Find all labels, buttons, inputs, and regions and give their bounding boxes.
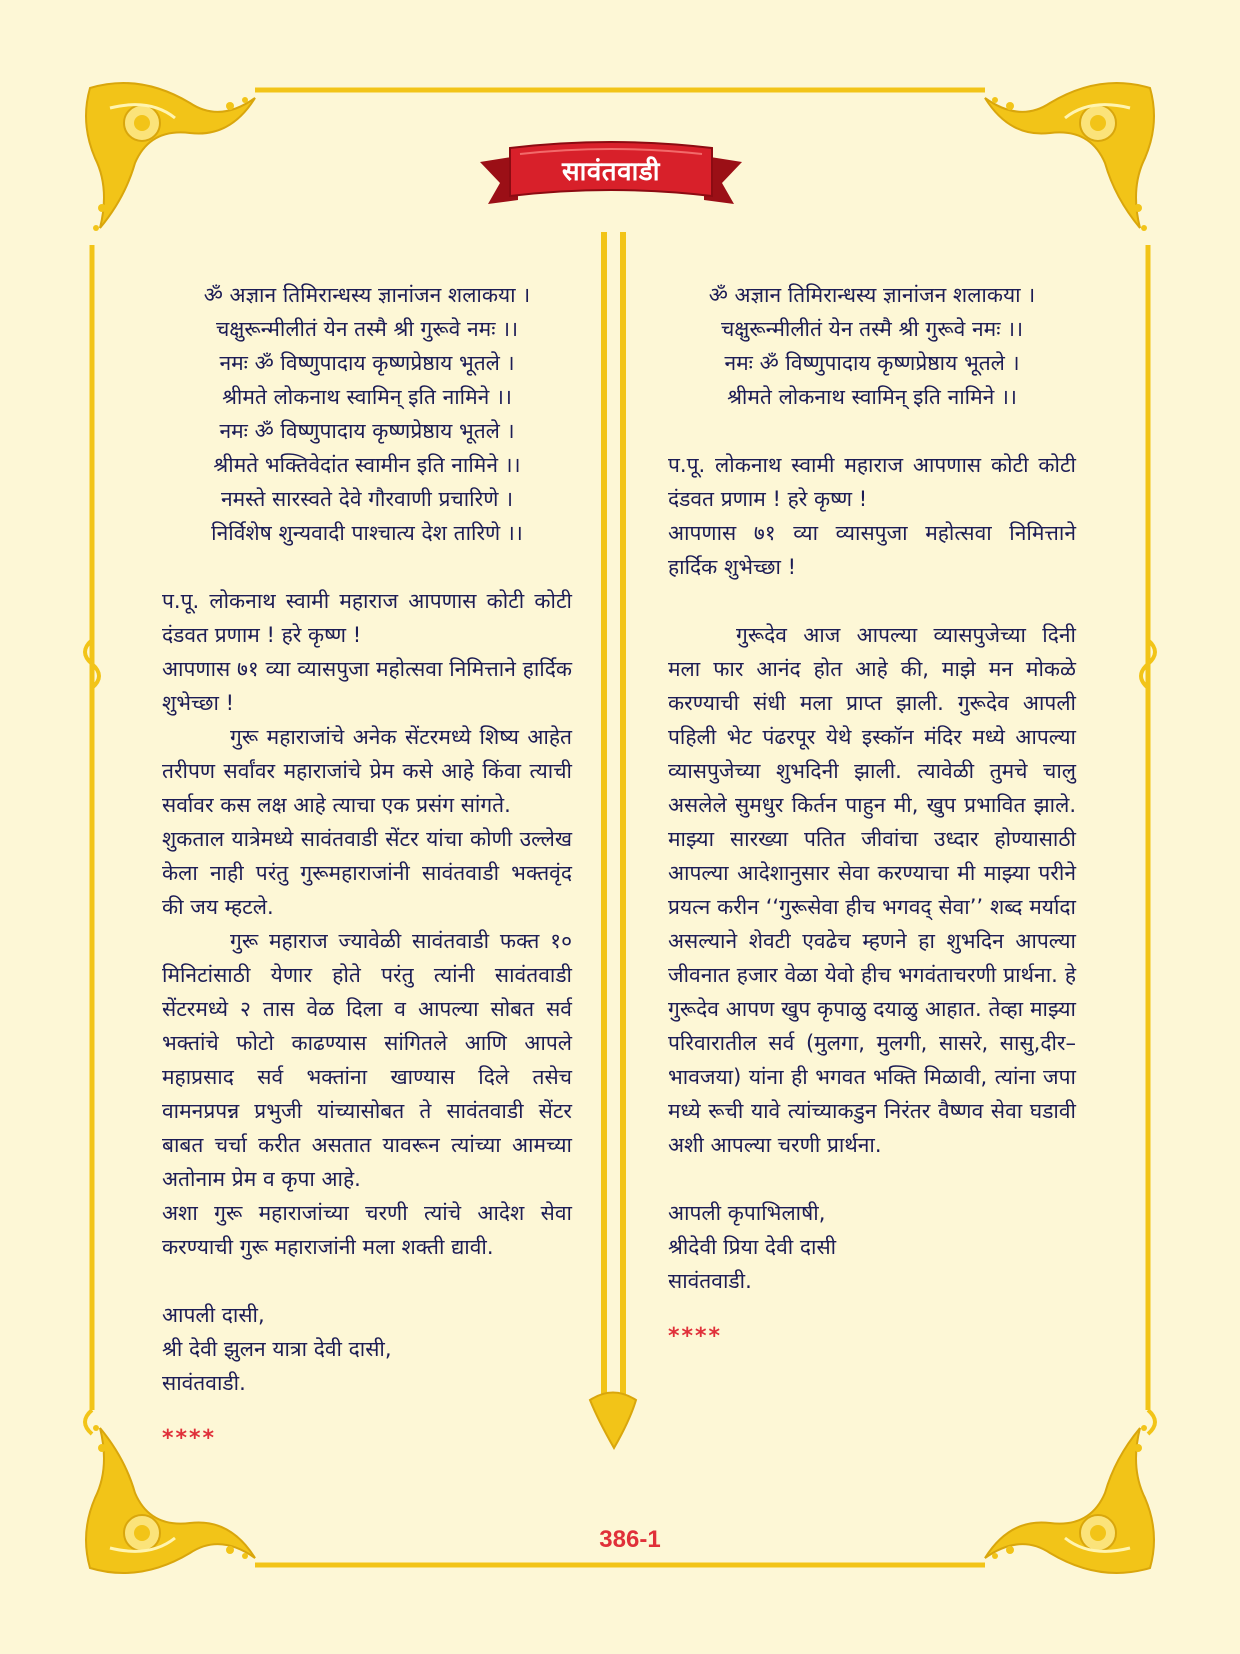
verse-line: ॐ अज्ञान तिमिरान्धस्य ज्ञानांजन शलाकया ।	[203, 283, 531, 307]
verse-line: श्रीमते भक्तिवेदांत स्वामीन इति नामिने ।।	[213, 453, 521, 477]
wish-text: आपणास ७१ व्या व्यासपुजा महोत्सवा निमित्ताने हार्दिक शुभेच्छा !	[162, 657, 572, 715]
right-verse	[668, 278, 1076, 414]
signature-line: आपली कृपाभिलाषी,	[668, 1201, 826, 1225]
verse-line: चक्षुरून्मीलीतं येन तस्मै श्री गुरूवे नमः ।।	[720, 317, 1024, 341]
body-paragraph: शुकताल यात्रेमध्ये सावंतवाडी सेंटर यांचा कोणी उल्लेख केला नाही परंतु गुरूमहाराजांनी सावंतवाडी भक्तवृंद की जय म्हटले.	[162, 827, 572, 919]
verse-line: नमः ॐ विष्णुपादाय कृष्णप्रेष्ठाय भूतले ।	[724, 351, 1020, 375]
body-paragraph: गुरू महाराजांचे अनेक सेंटरमध्ये शिष्य आहेत तरीपण सर्वांवर महाराजांचे प्रेम कसे आहे किंवा त्याची सर्वावर कस लक्ष आहे त्याचा एक प्रसंग सांगते.	[162, 725, 572, 817]
signature-line: सावंतवाडी.	[162, 1371, 246, 1395]
verse-line: श्रीमते लोकनाथ स्वामिन् इति नामिने ।।	[222, 385, 512, 409]
verse-line: नमः ॐ विष्णुपादाय कृष्णप्रेष्ठाय भूतले ।	[219, 351, 515, 375]
body-paragraph: गुरू महाराज ज्यावेळी सावंतवाडी फक्त १० मिनिटांसाठी येणार होते परंतु त्यांनी सावंतवाडी सेंटरमध्ये २ तास वेळ दिला व आपल्या सोबत सर्व भक्तांचे फोटो काढण्यास सांगितले आणि आपले महाप्रसाद सर्व भक्तांना खाण्यास दिले तसेच वामनप्रपन्न प्रभुजी यांच्यासोबत ते सावंतवाडी सेंटर बाबत चर्चा करीत असतात यावरून त्यांच्या आमच्या अतोनाम प्रेम व कृपा आहे.	[162, 929, 572, 1191]
page-title: सावंतवाडी	[562, 157, 660, 187]
stars-decoration: ****	[668, 1324, 723, 1349]
stars-decoration: ****	[162, 1426, 217, 1451]
signature-line: सावंतवाडी.	[668, 1269, 752, 1293]
verse-line: चक्षुरून्मीलीतं येन तस्मै श्री गुरूवे नमः ।।	[215, 317, 519, 341]
greeting-text: प.पू. लोकनाथ स्वामी महाराज आपणास कोटी कोटी दंडवत प्रणाम ! हरे कृष्ण !	[162, 589, 572, 647]
left-column	[162, 278, 572, 1456]
verse-line: निर्विशेष शुन्यवादी पाश्चात्य देश तारिणे ।।	[211, 521, 523, 545]
signature-line: आपली दासी,	[162, 1303, 265, 1327]
verse-line: श्रीमते लोकनाथ स्वामिन् इति नामिने ।।	[727, 385, 1017, 409]
wish-text: आपणास ७१ व्या व्यासपुजा महोत्सवा निमित्ताने हार्दिक शुभेच्छा !	[668, 521, 1076, 579]
body-paragraph: गुरूदेव आज आपल्या व्यासपुजेच्या दिनी मला फार आनंद होत आहे की, माझे मन मोकळे करण्याची संधी मला प्राप्त झाली. गुरूदेव आपली पहिली भेट पंढरपूर येथे इस्कॉन मंदिर मध्ये आपल्या व्यासपुजेच्या शुभदिनी झाली. त्यावेळी तुमचे चालु असलेले सुमधुर किर्तन पाहुन मी, खुप प्रभावित झाले. माझ्या सारख्या पतित जीवांचा उध्दार होण्यासाठी आपल्या आदेशानुसार सेवा करण्याचा मी माझ्या परीने प्रयत्न करीन ‘‘गुरूसेवा हीच भगवद् सेवा’’ शब्द मर्यादा असल्याने शेवटी एवढेच म्हणने हा शुभदिन आपल्या जीवनात हजार वेळा येवो हीच भगवंताचरणी प्रार्थना. हे गुरूदेव आपण खुप कृपाळु दयाळु आहात. तेव्हा माझ्या परिवारातील सर्व (मुलगा, मुलगी, सासरे, सासु,दीर–भावजया) यांना ही भगवत भक्ति मिळावी, त्यांना जपा मध्ये रूची यावे त्यांच्याकडुन निरंतर वैष्णव सेवा घडावी अशी आपल्या चरणी प्रार्थना.	[668, 623, 1076, 1157]
body-paragraph: अशा गुरू महाराजांच्या चरणी त्यांचे आदेश सेवा करण्याची गुरू महाराजांनी मला शक्ती द्यावी.	[162, 1201, 572, 1259]
signature-line: श्रीदेवी प्रिया देवी दासी	[668, 1235, 837, 1259]
verse-line: नमस्ते सारस्वते देवे गौरवाणी प्रचारिणे ।	[220, 487, 514, 511]
divider-tip-icon	[590, 1393, 636, 1449]
right-column	[668, 278, 1076, 1354]
page-number: 386-1	[599, 1526, 661, 1553]
verse-line: नमः ॐ विष्णुपादाय कृष्णप्रेष्ठाय भूतले ।	[219, 419, 515, 443]
greeting-text: प.पू. लोकनाथ स्वामी महाराज आपणास कोटी कोटी दंडवत प्रणाम ! हरे कृष्ण !	[668, 453, 1076, 511]
left-verse	[162, 278, 572, 550]
signature-line: श्री देवी झुलन यात्रा देवी दासी,	[162, 1337, 392, 1361]
verse-line: ॐ अज्ञान तिमिरान्धस्य ज्ञानांजन शलाकया ।	[708, 283, 1036, 307]
